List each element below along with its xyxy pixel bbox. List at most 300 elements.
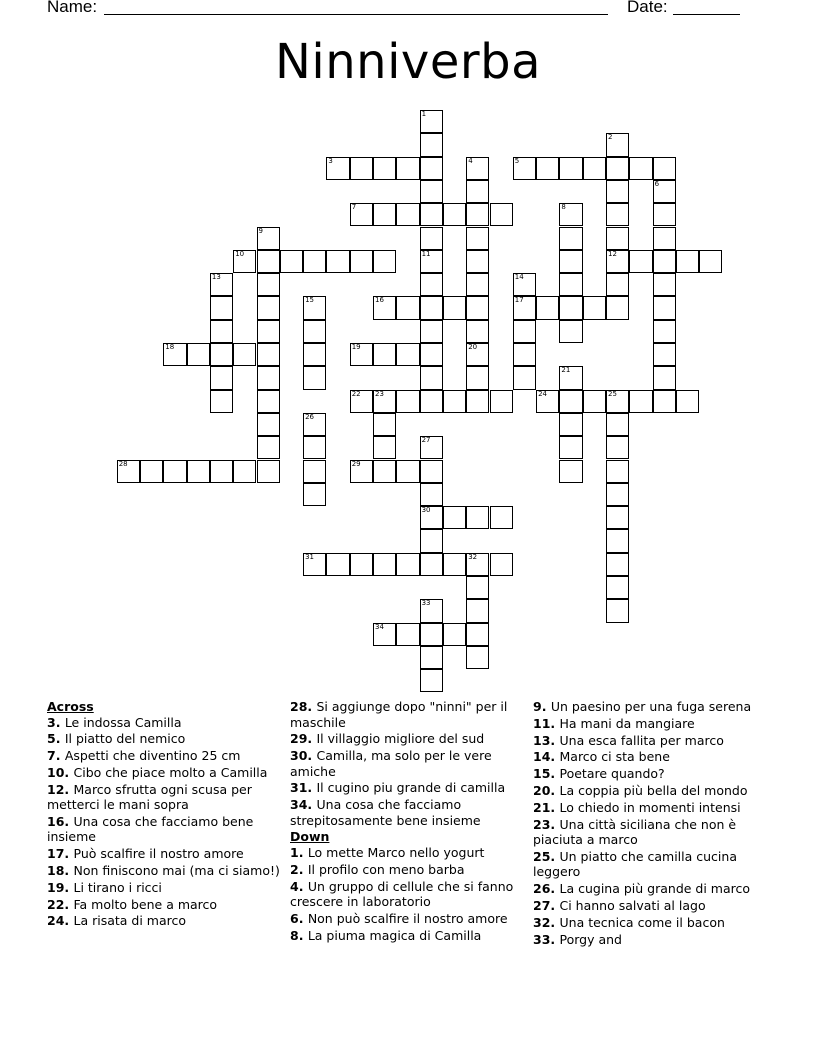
grid-cell[interactable] — [210, 390, 233, 413]
clue-label: 2. — [290, 861, 308, 877]
grid-cell[interactable] — [303, 320, 326, 343]
grid-cell[interactable] — [490, 506, 513, 529]
down-clue-14 — [533, 749, 768, 765]
grid-cell[interactable] — [163, 460, 186, 483]
clue-text: Cibo che piace molto a Camilla — [73, 764, 268, 780]
grid-cell[interactable] — [606, 227, 629, 250]
clue-text: Li tirano i ricci — [73, 879, 162, 895]
clue-label: 26. — [533, 881, 560, 897]
clue-label: 11. — [533, 715, 560, 731]
clue-label: 33. — [533, 931, 560, 947]
clue-number: 15 — [305, 296, 315, 305]
clue-number: 12 — [608, 249, 617, 258]
clue-number: 24 — [538, 389, 548, 398]
grid-cell[interactable] — [629, 157, 652, 180]
grid-cell[interactable] — [373, 460, 396, 483]
grid-cell[interactable] — [350, 553, 373, 576]
clue-label: 10. — [47, 764, 74, 780]
grid-cell[interactable] — [443, 390, 466, 413]
grid-cell[interactable] — [187, 460, 210, 483]
clue-text: Camilla, ma solo per le vere amiche — [290, 748, 492, 779]
grid-cell[interactable] — [606, 483, 629, 506]
clue-text: Il cugino piu grande di camilla — [316, 780, 506, 796]
grid-cell[interactable] — [653, 343, 676, 366]
clue-label: 16. — [47, 813, 74, 829]
grid-cell[interactable] — [257, 320, 280, 343]
down-clue-11 — [533, 716, 768, 732]
across-clue-3 — [47, 715, 282, 731]
across-clue-18 — [47, 863, 282, 879]
down-clue-4 — [290, 879, 520, 910]
grid-cell[interactable] — [373, 436, 396, 459]
clue-text: Poetare quando? — [559, 766, 665, 782]
grid-cell[interactable] — [303, 436, 326, 459]
clue-number: 13 — [211, 273, 221, 282]
grid-cell[interactable] — [606, 413, 629, 436]
grid-cell[interactable] — [420, 506, 443, 529]
grid-cell[interactable] — [420, 483, 443, 506]
clue-number: 20 — [468, 343, 478, 351]
down-clue-21 — [533, 800, 768, 816]
clue-text: Lo mette Marco nello yogurt — [307, 844, 485, 860]
grid-cell[interactable] — [373, 553, 396, 576]
clue-text: Si aggiunge dopo "ninni" per il maschile — [290, 699, 508, 730]
grid-cell[interactable] — [257, 390, 280, 413]
grid-cell[interactable] — [606, 576, 629, 599]
grid-cell[interactable] — [559, 413, 582, 436]
grid-cell[interactable] — [559, 296, 582, 319]
grid-cell[interactable] — [490, 553, 513, 576]
grid-cell[interactable] — [373, 157, 396, 180]
clue-label: 29. — [290, 731, 317, 747]
clue-label: 6. — [290, 910, 308, 926]
across-clue-28 — [290, 699, 520, 730]
clue-number: 8 — [561, 203, 566, 212]
grid-cell[interactable] — [396, 460, 419, 483]
clue-text: Un paesino per una fuga serena — [550, 699, 752, 714]
clue-label: 25. — [533, 848, 560, 864]
grid-cell[interactable] — [629, 250, 652, 273]
clue-number: 29 — [351, 459, 361, 468]
grid-cell[interactable] — [466, 203, 489, 226]
grid-cell[interactable] — [396, 157, 419, 180]
grid-cell[interactable] — [303, 413, 326, 436]
grid-cell[interactable] — [210, 320, 233, 343]
clue-number: 9 — [258, 226, 263, 235]
grid-cell[interactable] — [466, 180, 489, 203]
grid-cell[interactable] — [606, 296, 629, 319]
clue-number: 17 — [514, 296, 524, 305]
grid-cell[interactable] — [443, 296, 466, 319]
grid-cell[interactable] — [466, 623, 489, 646]
grid-cell[interactable] — [606, 273, 629, 296]
grid-cell[interactable] — [466, 157, 489, 180]
grid-cell[interactable] — [420, 646, 443, 669]
grid-cell[interactable] — [420, 529, 443, 552]
clue-text: Il villaggio migliore del sud — [316, 731, 485, 747]
grid-cell[interactable] — [396, 343, 419, 366]
clue-text: Non può scalfire il nostro amore — [307, 910, 508, 926]
grid-cell[interactable] — [653, 273, 676, 296]
clue-label: 4. — [290, 878, 308, 894]
grid-cell[interactable] — [420, 460, 443, 483]
grid-cell[interactable] — [653, 296, 676, 319]
grid-cell[interactable] — [420, 296, 443, 319]
grid-cell[interactable] — [373, 296, 396, 319]
grid-cell[interactable] — [653, 180, 676, 203]
clue-text: Le indossa Camilla — [64, 714, 182, 730]
clue-number: 5 — [514, 156, 520, 165]
grid-cell[interactable] — [466, 576, 489, 599]
clue-number: 26 — [305, 412, 315, 421]
grid-cell[interactable] — [606, 553, 629, 576]
across-clue-10 — [47, 765, 282, 781]
clue-label: 19. — [47, 879, 74, 895]
clue-label: 32. — [533, 914, 560, 930]
clue-label: 8. — [290, 927, 308, 943]
grid-cell[interactable] — [513, 273, 536, 296]
grid-cell[interactable] — [606, 180, 629, 203]
grid-cell[interactable] — [466, 250, 489, 273]
grid-cell[interactable] — [210, 296, 233, 319]
grid-cell[interactable] — [443, 623, 466, 646]
grid-cell[interactable] — [303, 250, 326, 273]
across-clue-24 — [47, 913, 282, 929]
clue-text: La cugina più grande di marco — [559, 881, 751, 897]
grid-cell[interactable] — [420, 366, 443, 389]
grid-cell[interactable] — [350, 157, 373, 180]
across-clue-12 — [47, 782, 282, 813]
date-label: Date: — [627, 0, 668, 16]
grid-cell[interactable] — [676, 250, 699, 273]
clue-number: 23 — [375, 389, 384, 398]
grid-cell[interactable] — [303, 343, 326, 366]
grid-cell[interactable] — [420, 203, 443, 226]
grid-cell[interactable] — [233, 343, 256, 366]
grid-cell[interactable] — [490, 390, 513, 413]
grid-cell[interactable] — [466, 320, 489, 343]
clue-text: Una città siciliana che non è piaciuta a marco — [533, 816, 737, 848]
grid-cell[interactable] — [606, 390, 629, 413]
grid-cell[interactable] — [257, 366, 280, 389]
grid-cell[interactable] — [303, 460, 326, 483]
clue-number: 7 — [351, 203, 357, 212]
grid-cell[interactable] — [420, 227, 443, 250]
grid-cell[interactable] — [606, 133, 629, 156]
grid-cell[interactable] — [303, 483, 326, 506]
clue-label: 27. — [533, 897, 560, 913]
clues-column-3 — [533, 699, 768, 948]
grid-cell[interactable] — [233, 460, 256, 483]
grid-cell[interactable] — [420, 343, 443, 366]
grid-cell[interactable] — [233, 250, 256, 273]
grid-cell[interactable] — [466, 273, 489, 296]
grid-cell[interactable] — [396, 296, 419, 319]
grid-cell[interactable] — [699, 250, 722, 273]
clue-label: 17. — [47, 846, 74, 862]
grid-cell[interactable] — [443, 203, 466, 226]
grid-cell[interactable] — [117, 460, 140, 483]
grid-cell[interactable] — [396, 623, 419, 646]
grid-cell[interactable] — [443, 553, 466, 576]
grid-cell[interactable] — [350, 250, 373, 273]
grid-cell[interactable] — [257, 460, 280, 483]
grid-cell[interactable] — [420, 157, 443, 180]
clue-text: Il piatto del nemico — [64, 731, 186, 747]
clue-label: 30. — [290, 748, 317, 764]
clue-label: 20. — [533, 782, 560, 798]
grid-cell[interactable] — [373, 343, 396, 366]
grid-cell[interactable] — [513, 296, 536, 319]
down-clue-13 — [533, 733, 768, 749]
clue-text: Un piatto che camilla cucina leggero — [533, 848, 737, 880]
clues-column-1 — [47, 699, 282, 930]
down-clue-6 — [290, 911, 520, 927]
clue-number: 30 — [421, 506, 431, 515]
clue-label: 21. — [533, 799, 560, 815]
grid-cell[interactable] — [583, 157, 606, 180]
grid-cell[interactable] — [559, 250, 582, 273]
down-clue-1 — [290, 845, 520, 861]
grid-cell[interactable] — [420, 436, 443, 459]
clue-label: 5. — [47, 731, 65, 747]
clue-label: 24. — [47, 913, 74, 929]
grid-cell[interactable] — [257, 296, 280, 319]
grid-cell[interactable] — [559, 157, 582, 180]
grid-cell[interactable] — [629, 390, 652, 413]
clue-text: Una tecnica come il bacon — [559, 914, 725, 930]
grid-cell[interactable] — [257, 227, 280, 250]
grid-cell[interactable] — [303, 366, 326, 389]
grid-cell[interactable] — [466, 343, 489, 366]
clue-text: Marco sfrutta ogni scusa per metterci le mani sopra — [47, 781, 252, 813]
grid-cell[interactable] — [653, 390, 676, 413]
grid-cell[interactable] — [420, 599, 443, 622]
clue-number: 22 — [351, 389, 361, 398]
grid-cell[interactable] — [536, 390, 559, 413]
grid-cell[interactable] — [350, 203, 373, 226]
grid-cell[interactable] — [257, 250, 280, 273]
grid-cell[interactable] — [653, 157, 676, 180]
grid-cell[interactable] — [420, 390, 443, 413]
grid-cell[interactable] — [210, 343, 233, 366]
grid-cell[interactable] — [513, 320, 536, 343]
clue-number: 21 — [561, 366, 571, 375]
grid-cell[interactable] — [420, 250, 443, 273]
grid-cell[interactable] — [420, 553, 443, 576]
clue-text: Ha mani da mangiare — [559, 715, 695, 731]
grid-cell[interactable] — [606, 506, 629, 529]
grid-cell[interactable] — [606, 436, 629, 459]
across-clue-16 — [47, 814, 282, 845]
clue-text: La coppia più bella del mondo — [559, 782, 748, 798]
clue-number: 25 — [608, 389, 617, 398]
clue-label: 13. — [533, 732, 560, 748]
clue-number: 14 — [514, 273, 524, 282]
grid-cell[interactable] — [210, 460, 233, 483]
clue-number: 19 — [351, 343, 361, 351]
grid-cell[interactable] — [583, 296, 606, 319]
grid-cell[interactable] — [559, 320, 582, 343]
grid-cell[interactable] — [559, 273, 582, 296]
clue-text: Fa molto bene a marco — [73, 896, 218, 912]
down-heading: Down — [290, 829, 330, 845]
grid-cell[interactable] — [466, 506, 489, 529]
clue-label: 7. — [47, 748, 65, 764]
clue-number: 11 — [421, 249, 431, 258]
down-clue-25 — [533, 849, 768, 880]
clue-text: Può scalfire il nostro amore — [73, 846, 244, 862]
clue-label: 18. — [47, 863, 74, 879]
grid-cell[interactable] — [396, 203, 419, 226]
grid-cell[interactable] — [559, 460, 582, 483]
clue-label: 22. — [47, 896, 74, 912]
grid-cell[interactable] — [653, 366, 676, 389]
across-clue-34 — [290, 797, 520, 828]
across-clue-30 — [290, 748, 520, 779]
grid-cell[interactable] — [490, 203, 513, 226]
clue-text: Il profilo con meno barba — [307, 861, 465, 877]
grid-cell[interactable] — [420, 320, 443, 343]
clue-text: Non finiscono mai (ma ci siamo!) — [73, 863, 280, 879]
grid-cell[interactable] — [420, 669, 443, 692]
clues-column-2 — [290, 699, 520, 944]
clue-label: 12. — [47, 781, 74, 797]
grid-cell[interactable] — [606, 599, 629, 622]
grid-cell[interactable] — [513, 366, 536, 389]
grid-cell[interactable] — [606, 460, 629, 483]
clue-text: Una cosa che facciamo strepitosamente bene insieme — [290, 797, 481, 828]
grid-cell[interactable] — [257, 436, 280, 459]
across-clue-5 — [47, 731, 282, 747]
grid-cell[interactable] — [350, 460, 373, 483]
down-clue-20 — [533, 783, 768, 799]
clue-text: Lo chiedo in momenti intensi — [559, 799, 741, 815]
grid-cell[interactable] — [466, 553, 489, 576]
clue-number: 1 — [421, 110, 427, 118]
grid-cell[interactable] — [373, 203, 396, 226]
grid-cell[interactable] — [536, 157, 559, 180]
grid-cell[interactable] — [257, 343, 280, 366]
grid-cell[interactable] — [420, 273, 443, 296]
grid-cell[interactable] — [559, 390, 582, 413]
grid-cell[interactable] — [187, 343, 210, 366]
grid-cell[interactable] — [396, 553, 419, 576]
clue-text: Ci hanno salvati al lago — [559, 897, 706, 913]
grid-cell[interactable] — [653, 320, 676, 343]
clue-text: Una cosa che facciamo bene insieme — [47, 813, 254, 845]
grid-cell[interactable] — [443, 506, 466, 529]
grid-cell[interactable] — [513, 343, 536, 366]
grid-cell[interactable] — [466, 390, 489, 413]
clue-label: 15. — [533, 766, 560, 782]
grid-cell[interactable] — [326, 553, 349, 576]
clue-number: 32 — [468, 552, 478, 561]
down-clue-2 — [290, 862, 520, 878]
across-heading: Across — [47, 699, 94, 714]
grid-cell[interactable] — [140, 460, 163, 483]
grid-cell[interactable] — [583, 390, 606, 413]
grid-cell[interactable] — [559, 436, 582, 459]
clue-text: Marco ci sta bene — [559, 749, 670, 765]
grid-cell[interactable] — [653, 227, 676, 250]
grid-cell[interactable] — [559, 203, 582, 226]
clue-number: 34 — [375, 622, 384, 631]
grid-cell[interactable] — [350, 343, 373, 366]
grid-cell[interactable] — [466, 646, 489, 669]
grid-cell[interactable] — [676, 390, 699, 413]
grid-cell[interactable] — [373, 623, 396, 646]
grid-cell[interactable] — [396, 390, 419, 413]
grid-cell[interactable] — [373, 390, 396, 413]
grid-cell[interactable] — [303, 296, 326, 319]
clue-label: 31. — [290, 780, 317, 796]
grid-cell[interactable] — [373, 250, 396, 273]
grid-cell[interactable] — [326, 250, 349, 273]
name-label: Name: — [47, 0, 98, 16]
clue-number: 2 — [608, 133, 613, 142]
across-clue-31 — [290, 780, 520, 796]
grid-cell[interactable] — [163, 343, 186, 366]
grid-cell[interactable] — [606, 250, 629, 273]
clue-text: Una esca fallita per marco — [559, 732, 724, 748]
clue-text: La piuma magica di Camilla — [307, 927, 482, 943]
grid-cell[interactable] — [257, 273, 280, 296]
grid-cell[interactable] — [280, 250, 303, 273]
grid-cell[interactable] — [466, 227, 489, 250]
grid-cell[interactable] — [606, 157, 629, 180]
grid-cell[interactable] — [420, 623, 443, 646]
grid-cell[interactable] — [420, 133, 443, 156]
across-clue-22 — [47, 897, 282, 913]
grid-cell[interactable] — [210, 366, 233, 389]
clue-number: 10 — [235, 249, 245, 258]
grid-cell[interactable] — [420, 180, 443, 203]
grid-cell[interactable] — [536, 296, 559, 319]
clue-label: 28. — [290, 699, 317, 714]
clue-number: 16 — [375, 296, 384, 305]
grid-cell[interactable] — [350, 390, 373, 413]
down-clue-15 — [533, 766, 768, 782]
grid-cell[interactable] — [210, 273, 233, 296]
grid-cell[interactable] — [653, 250, 676, 273]
clue-label: 34. — [290, 797, 317, 813]
clue-label: 1. — [290, 844, 308, 860]
grid-cell[interactable] — [257, 413, 280, 436]
clue-label: 9. — [533, 699, 551, 714]
across-clue-19 — [47, 880, 282, 896]
clue-label: 14. — [533, 749, 560, 765]
grid-cell[interactable] — [606, 203, 629, 226]
grid-cell[interactable] — [303, 553, 326, 576]
grid-cell[interactable] — [466, 296, 489, 319]
grid-cell[interactable] — [653, 203, 676, 226]
grid-cell[interactable] — [326, 157, 349, 180]
grid-cell[interactable] — [559, 366, 582, 389]
clue-number: 28 — [118, 459, 128, 468]
clue-number: 33 — [421, 599, 431, 608]
clue-number: 27 — [421, 436, 431, 445]
grid-cell[interactable] — [513, 157, 536, 180]
grid-cell[interactable] — [420, 110, 443, 133]
grid-cell[interactable] — [373, 413, 396, 436]
grid-cell[interactable] — [466, 366, 489, 389]
down-clue-23 — [533, 817, 768, 848]
down-clue-9 — [533, 699, 768, 715]
grid-cell[interactable] — [466, 599, 489, 622]
grid-cell[interactable] — [559, 227, 582, 250]
grid-cell[interactable] — [606, 529, 629, 552]
